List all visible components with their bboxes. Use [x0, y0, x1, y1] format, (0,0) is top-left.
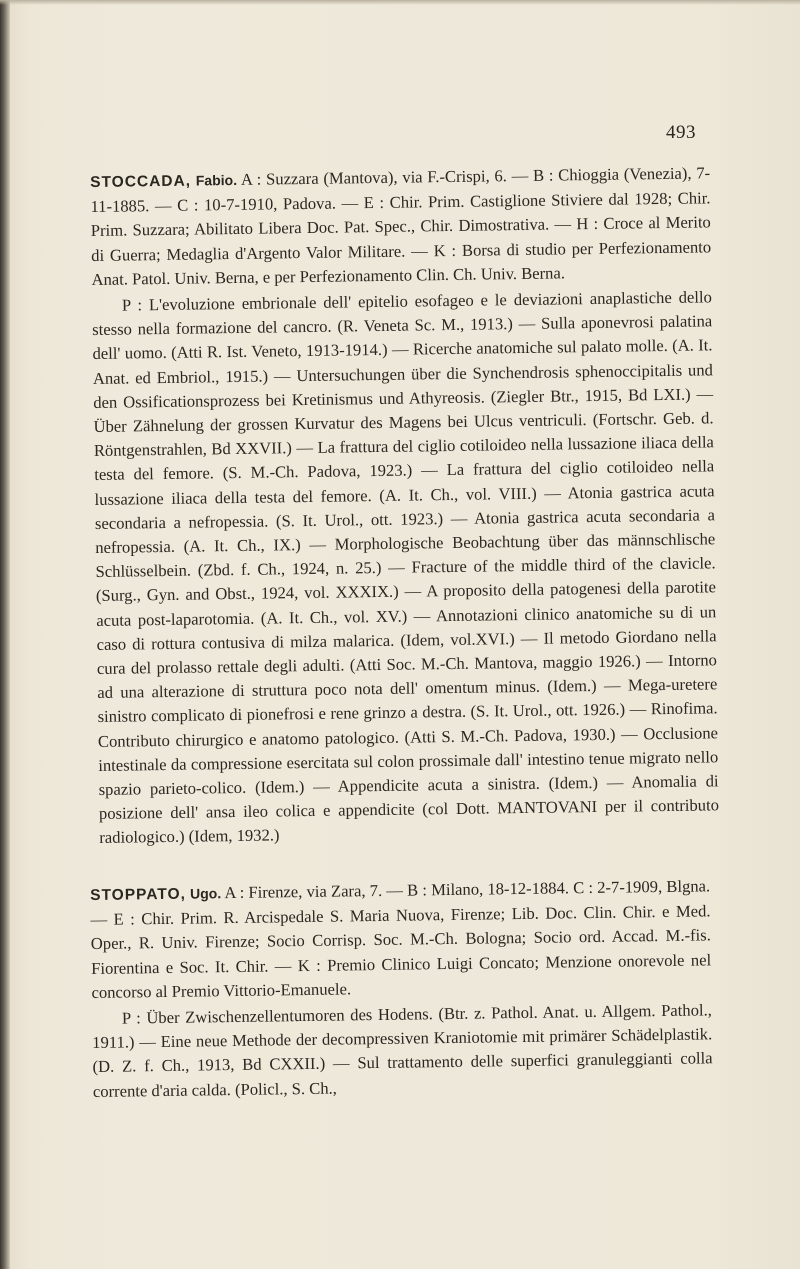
- entry-bio: [90, 874, 712, 1005]
- page-top-edge: [0, 0, 800, 5]
- entry-stoccada: [90, 161, 719, 850]
- entry-stoppato: [90, 874, 713, 1103]
- page-number: 493: [666, 122, 696, 143]
- page-binding-shadow: [0, 0, 10, 1269]
- entry-publications: P : Über Zwischenzellentumoren des Hodens. (Btr. z. Pathol. Anat. u. Allgem. Pathol., 1911.) — Eine neue Methode der decompressiven Kraniotomie mit primärer Schädelplastik. (D. Z. f. Ch., 1913, Bd CXXII.) — Sul trattamento delle superfici granuleggianti colla corrente d'aria calda. (Policl., S. Ch.,: [92, 1000, 713, 1101]
- entry-given-name: Fabio.: [195, 171, 238, 189]
- entry-publications: P : L'evoluzione embrionale dell' epitelio esofageo e le deviazioni anaplastiche dello stesso nella formazione del cancro. (R. Veneta Sc. M., 1913.) — Sulla aponevrosi palatina dell' uomo. (Atti R. Ist. Veneto, 1913-1914.) — Ricerche anatomiche sul palato molle. (A. It. Anat. ed Embriol., 1915.) — Untersuchungen über die Synchendrosis sphenoccipitalis und den Ossificationsprozess bei Kretinismus und Athyreosis. (Ziegler Btr., 1915, Bd LXI.) — Über Zähnelung der grossen Kurvatur des Magens bei Ulcus ventriculi. (Fortschr. Geb. d. Röntgenstrahlen, Bd XXVII.) — La frattura del ciglio cotiloideo nella lussazione iliaca della testa del femore. (S. M.-Ch. Padova, 1923.) — La frattura del ciglio cotiloideo nella lussazione iliaca della testa del femore. (A. It. Ch., vol. VIII.) — Atonia gastrica acuta secondaria a nefropessia. (S. It. Urol., ott. 1923.) — Atonia gastrica acuta secondaria a nefropessia. (A. It. Ch., IX.) — Morphologische Beobachtung über das männschlische Schlüsselbein. (Zbd. f. Ch., 1924, n. 25.) — Fracture of the middle third of the clavicle. (Surg., Gyn. and Obst., 1924, vol. XXXIX.) — A proposito della patogenesi della parotite acuta post-laparotomia. (A. It. Ch., vol. XV.) — Annotazioni clinico anatomiche su di un caso di rottura contusiva di milza malarica. (Idem, vol.XVI.) — Il metodo Giordano nella cura del prolasso rettale degli adulti. (Atti Soc. M.-Ch. Mantova, maggio 1926.) — Intorno ad una alterazione di struttura poco nota dell' omentum minus. (Idem.) — Mega-uretere sinistro complicato di pionefrosi e rene grinzo a destra. (S. It. Urol., ott. 1926.) — Rinofima. Contributo chirurgico e anatomo patologico. (Atti S. M.-Ch. Padova, 1930.) — Occlusione intestinale da compressione esercitata sul colon prossimale dall' intestino tenue migrato nello spazio parieto-colico. (Idem.) — Appendicite acuta a sinistra. (Idem.) — Anomalia di posizione dell' ansa ileo colica e appendicite (col Dott. MANTOVANI per il contributo radiologico.) (Idem, 1932.): [92, 287, 720, 848]
- entry-surname: STOCCADA,: [90, 172, 192, 191]
- entry-bio-text: A : Firenze, via Zara, 7. — B : Milano, 18-12-1884. C : 2-7-1909, Blgna. — E : Chir. Prim. R. Arcispedale S. Maria Nuova, Firenze; Lib. Doc. Clin. Chir. e Med. Oper., R. Univ. Firenze; Socio Corrisp. Soc. M.-Ch. Bologna; Socio ord. Accad. M.-fis. Fiorentina e Soc. It. Chir. — K : Premio Clinico Luigi Concato; Menzione onorevole nel concorso al Premio Vittorio-Emanuele.: [90, 876, 712, 1002]
- entry-given-name: Ugo.: [189, 885, 222, 902]
- entry-bio: [90, 161, 712, 292]
- entry-bio-text: A : Suzzara (Mantova), via F.-Crispi, 6. — B : Chioggia (Venezia), 7-11-1885. — C : 10-7-1910, Padova. — E : Chir. Prim. Castiglione Stiviere dal 1928; Chir. Prim. Suzzara; Abilitato Libera Doc. Pat. Spec., Chir. Dimostrativa. — H : Croce al Merito di Guerra; Medaglia d'Argento Valor Militare. — K : Borsa di studio per Perfezionamento Anat. Patol. Univ. Berna, e per Perfezionamento Clin. Ch. Univ. Berna.: [90, 163, 712, 289]
- entry-surname: STOPPATO,: [90, 885, 186, 904]
